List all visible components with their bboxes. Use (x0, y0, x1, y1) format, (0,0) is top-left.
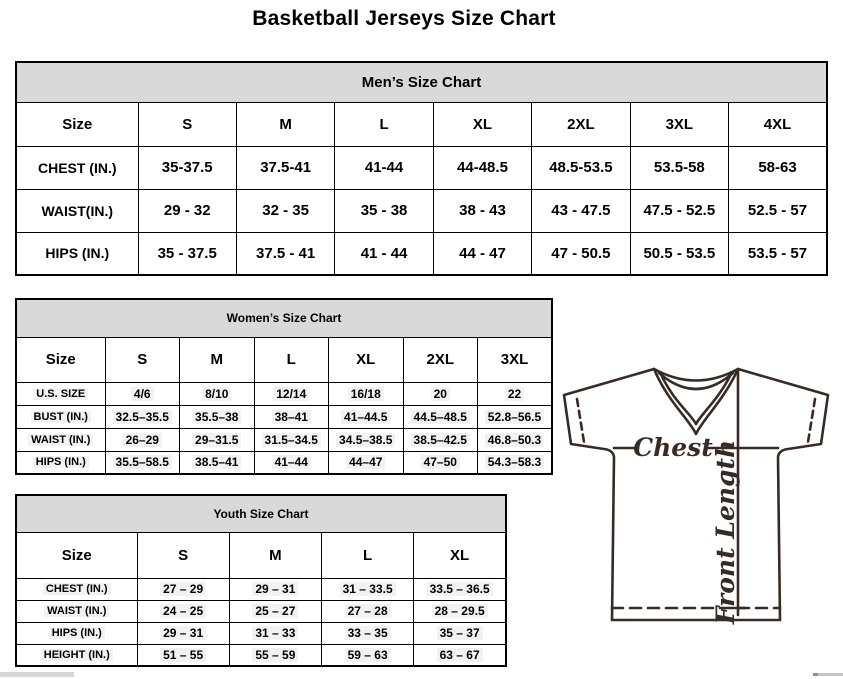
column-header-xl: XL (329, 337, 404, 382)
size-value-cell: 47.5 - 52.5 (630, 189, 728, 232)
size-value-cell: 29 - 32 (138, 189, 236, 232)
bottom-left-edge-artifact (0, 672, 74, 677)
size-value-cell: 41 - 44 (335, 232, 433, 275)
right-sleeve-dashed-seam (808, 399, 815, 442)
size-value-cell (254, 451, 329, 474)
size-value-cell: 50.5 - 53.5 (630, 232, 728, 275)
size-value-cell: 44 - 47 (433, 232, 531, 275)
column-header-xl: XL (414, 532, 506, 578)
column-header-3xl: 3XL (478, 337, 553, 382)
row-label: CHEST (IN.) (16, 146, 138, 189)
jersey-outline-path (564, 369, 828, 620)
size-value-cell (105, 382, 180, 405)
size-value-cell (105, 451, 180, 474)
size-value-cell (329, 382, 404, 405)
size-value-cell (229, 600, 321, 622)
row-label: HIPS (IN.) (16, 622, 137, 644)
size-value-cell: 44-48.5 (433, 146, 531, 189)
size-value: 41–44 (272, 455, 311, 469)
size-value: 8/10 (202, 387, 231, 401)
row-label: HIPS (IN.) (16, 451, 105, 474)
size-value-cell (322, 644, 414, 666)
row-label: WAIST (IN.) (16, 428, 105, 451)
size-value: 29 – 31 (252, 582, 298, 596)
size-value: 38–41 (272, 410, 311, 424)
size-value-cell (329, 428, 404, 451)
column-header-size: Size (16, 337, 105, 382)
size-value: 22 (505, 387, 524, 401)
size-value: 28 – 29.5 (432, 604, 488, 618)
size-value-cell (403, 451, 478, 474)
size-value: 31 – 33.5 (340, 582, 396, 596)
column-header-4xl: 4XL (729, 102, 827, 146)
size-value-cell (414, 600, 506, 622)
size-value: 34.5–38.5 (336, 433, 395, 447)
size-value-cell (322, 578, 414, 600)
column-header-2xl: 2XL (532, 102, 630, 146)
column-header-xl: XL (433, 102, 531, 146)
size-value: 29 – 31 (160, 626, 206, 640)
size-value: 35.5–38 (192, 410, 241, 424)
size-value-cell (229, 578, 321, 600)
size-value: 47–50 (421, 455, 460, 469)
table-row (16, 451, 552, 474)
size-value: 31.5–34.5 (262, 433, 321, 447)
size-value-cell: 53.5-58 (630, 146, 728, 189)
size-value-cell (229, 644, 321, 666)
size-value-cell: 53.5 - 57 (729, 232, 827, 275)
size-value: 33 – 35 (345, 626, 391, 640)
size-value-cell (403, 428, 478, 451)
size-value-cell (414, 578, 506, 600)
bottom-right-edge-artifact-tip (813, 673, 818, 676)
column-header-s: S (105, 337, 180, 382)
size-value: 26–29 (123, 433, 162, 447)
size-value-cell: 37.5-41 (236, 146, 334, 189)
column-header-s: S (138, 102, 236, 146)
size-value-cell (180, 428, 255, 451)
size-value-cell (403, 405, 478, 428)
left-sleeve-dashed-seam (577, 399, 584, 442)
size-value: 16/18 (348, 387, 384, 401)
size-value-cell (137, 578, 229, 600)
front-length-label: Front Length (711, 439, 740, 625)
size-value: 29–31.5 (192, 433, 241, 447)
size-value-cell (478, 451, 553, 474)
size-value-cell (414, 644, 506, 666)
size-value-cell: 35 - 37.5 (138, 232, 236, 275)
table-row (16, 232, 827, 275)
size-value-cell: 52.5 - 57 (729, 189, 827, 232)
size-value-cell (254, 382, 329, 405)
jersey-measurement-diagram (556, 364, 842, 630)
table-row (16, 644, 506, 666)
size-value-cell: 35 - 38 (335, 189, 433, 232)
size-value-cell (105, 428, 180, 451)
size-value: 46.8–50.3 (485, 433, 544, 447)
size-value: 25 – 27 (252, 604, 298, 618)
size-value-cell (137, 600, 229, 622)
size-value-cell: 38 - 43 (433, 189, 531, 232)
size-value-cell: 37.5 - 41 (236, 232, 334, 275)
size-value: 33.5 – 36.5 (427, 582, 493, 596)
size-value: 59 – 63 (345, 648, 391, 662)
column-header-size: Size (16, 102, 138, 146)
size-value-cell (137, 644, 229, 666)
column-header-l: L (254, 337, 329, 382)
table-row (16, 578, 506, 600)
size-value-cell: 32 - 35 (236, 189, 334, 232)
size-value: 35.5–58.5 (113, 455, 172, 469)
size-value-cell: 35-37.5 (138, 146, 236, 189)
row-label: HIPS (IN.) (16, 232, 138, 275)
size-value-cell (478, 382, 553, 405)
size-value: 24 – 25 (160, 604, 206, 618)
row-label: WAIST(IN.) (16, 189, 138, 232)
size-value: 44–47 (346, 455, 385, 469)
size-value: 27 – 28 (345, 604, 391, 618)
size-value: 38.5–42.5 (411, 433, 470, 447)
table-row (16, 600, 506, 622)
size-value-cell: 58-63 (729, 146, 827, 189)
size-value-cell (229, 622, 321, 644)
table-row (16, 622, 506, 644)
column-header-3xl: 3XL (630, 102, 728, 146)
column-header-s: S (137, 532, 229, 578)
row-label: BUST (IN.) (16, 405, 105, 428)
row-label: HEIGHT (IN.) (16, 644, 137, 666)
table-row (16, 405, 552, 428)
size-value: 27 – 29 (160, 582, 206, 596)
womens-table-caption: Women’s Size Chart (16, 299, 552, 337)
size-value-cell (254, 428, 329, 451)
size-value: 32.5–35.5 (113, 410, 172, 424)
size-value-cell: 41-44 (335, 146, 433, 189)
column-header-l: L (322, 532, 414, 578)
size-value-cell (414, 622, 506, 644)
size-value: 55 – 59 (252, 648, 298, 662)
chest-label: Chest (633, 433, 713, 462)
size-value: 20 (431, 387, 450, 401)
column-header-m: M (236, 102, 334, 146)
column-header-l: L (335, 102, 433, 146)
size-value-cell (322, 622, 414, 644)
size-value: 38.5–41 (192, 455, 241, 469)
jersey-sketch (556, 364, 842, 630)
size-value: 54.3–58.3 (485, 455, 544, 469)
size-value: 41–44.5 (341, 410, 390, 424)
size-value: 63 – 67 (437, 648, 483, 662)
youth-table-caption: Youth Size Chart (16, 495, 506, 532)
table-row (16, 382, 552, 405)
row-label: U.S. SIZE (16, 382, 105, 405)
bottom-right-edge-artifact (818, 673, 843, 676)
size-value-cell (137, 622, 229, 644)
size-value: 12/14 (273, 387, 309, 401)
size-value: 51 – 55 (160, 648, 206, 662)
column-header-2xl: 2XL (403, 337, 478, 382)
size-value-cell: 48.5-53.5 (532, 146, 630, 189)
size-value-cell (254, 405, 329, 428)
table-row (16, 146, 827, 189)
womens-size-table (15, 298, 553, 475)
size-value-cell: 43 - 47.5 (532, 189, 630, 232)
youth-size-table (15, 494, 507, 667)
row-label: CHEST (IN.) (16, 578, 137, 600)
page-title: Basketball Jerseys Size Chart (252, 7, 556, 30)
size-value: 44.5–48.5 (411, 410, 470, 424)
size-value-cell: 47 - 50.5 (532, 232, 630, 275)
size-value-cell (478, 428, 553, 451)
size-value-cell (329, 405, 404, 428)
column-header-m: M (229, 532, 321, 578)
size-value-cell (180, 405, 255, 428)
size-value-cell (322, 600, 414, 622)
size-value: 31 – 33 (252, 626, 298, 640)
size-value-cell (105, 405, 180, 428)
size-value: 4/6 (131, 387, 154, 401)
row-label: WAIST (IN.) (16, 600, 137, 622)
size-value: 35 – 37 (437, 626, 483, 640)
table-row (16, 428, 552, 451)
column-header-m: M (180, 337, 255, 382)
mens-table-caption: Men’s Size Chart (16, 62, 827, 102)
table-row (16, 189, 827, 232)
size-value-cell (329, 451, 404, 474)
size-value-cell (403, 382, 478, 405)
size-value-cell (180, 382, 255, 405)
size-value: 52.8–56.5 (485, 410, 544, 424)
column-header-size: Size (16, 532, 137, 578)
size-value-cell (478, 405, 553, 428)
size-value-cell (180, 451, 255, 474)
mens-size-table (15, 61, 828, 276)
